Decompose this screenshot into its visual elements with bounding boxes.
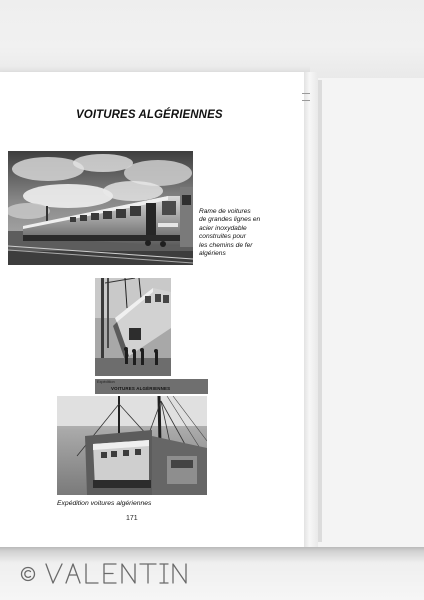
ship-shipment-photo <box>57 396 207 495</box>
caption-line: algériens <box>199 250 226 258</box>
caption-line: de grandes lignes en <box>199 216 261 224</box>
copyright-watermark <box>20 561 190 587</box>
caption-line: Rame de voitures <box>199 208 251 215</box>
shipment-caption: Expédition voitures algériennes <box>57 500 152 507</box>
page-edge <box>304 72 318 547</box>
plate-label-small: Expédition <box>97 380 115 384</box>
train-photo <box>8 151 193 265</box>
page-title: VOITURES ALGÉRIENNES <box>76 109 223 121</box>
page-edge-shadow <box>318 80 322 542</box>
caption-line: acier inoxydable <box>199 224 247 232</box>
crane-loading-photo <box>95 278 171 376</box>
caption-line: les chemins de fer <box>199 241 253 249</box>
page-edge-mark <box>302 100 310 101</box>
page-edge-mark <box>302 93 310 94</box>
page-number: 171 <box>126 515 138 522</box>
train-photo-caption <box>199 208 274 258</box>
caption-line: construites pour <box>199 233 246 241</box>
plate-label: VOITURES ALGÉRIENNES <box>111 386 171 391</box>
